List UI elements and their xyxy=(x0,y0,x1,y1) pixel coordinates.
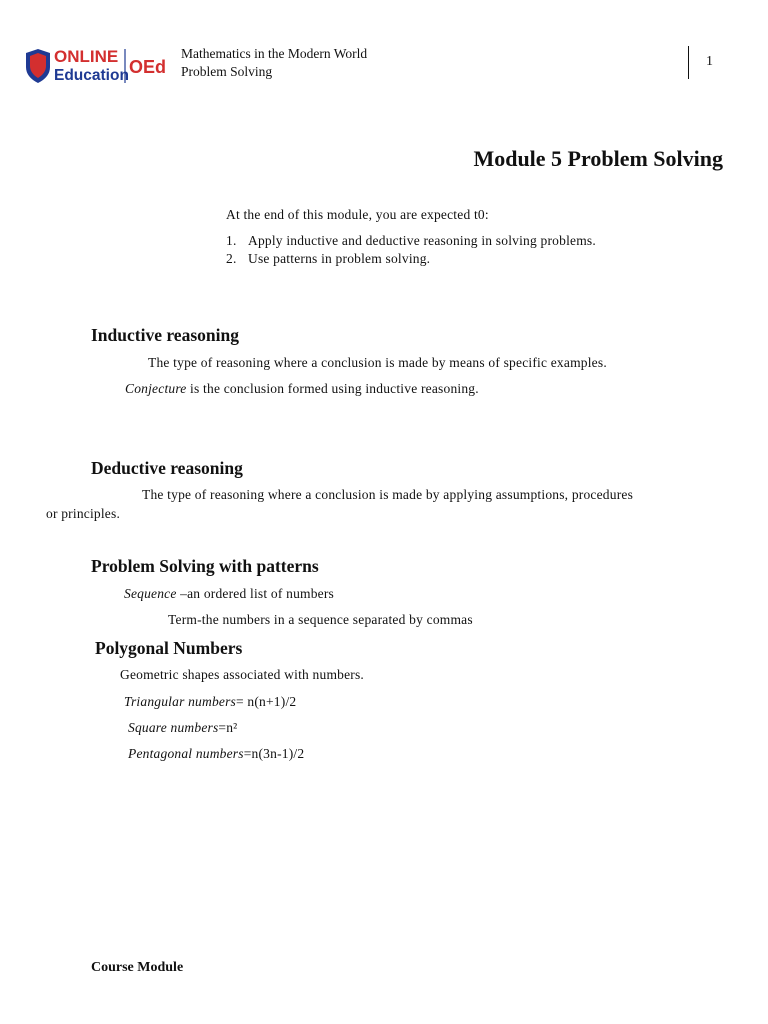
deductive-heading: Deductive reasoning xyxy=(91,458,243,478)
inductive-heading: Inductive reasoning xyxy=(91,325,239,345)
footer-label: Course Module xyxy=(91,960,184,975)
deductive-definition-line1: The type of reasoning where a conclusion is made by applying assumptions, procedures xyxy=(142,487,634,502)
sequence-line xyxy=(124,586,334,602)
pentagonal-term: Pentagonal numbers xyxy=(128,746,244,761)
list-item xyxy=(226,251,431,267)
polygonal-description: Geometric shapes associated with numbers. xyxy=(120,667,365,682)
polygonal-heading: Polygonal Numbers xyxy=(95,638,243,658)
square-term: Square numbers xyxy=(128,720,219,735)
deductive-definition-line2: or principles. xyxy=(46,506,121,521)
svg-text:ONLINE: ONLINE xyxy=(54,47,119,66)
page-title: Module 5 Problem Solving xyxy=(473,146,723,171)
svg-text:Education: Education xyxy=(54,67,129,84)
list-item xyxy=(226,233,596,249)
square-formula: =n² xyxy=(218,720,238,735)
header-divider xyxy=(688,46,689,79)
list-number: 2. xyxy=(226,251,237,266)
conjecture-line xyxy=(125,381,479,397)
svg-text:OEd: OEd xyxy=(129,57,167,77)
list-text: Use patterns in problem solving. xyxy=(248,251,431,266)
page-number: 1 xyxy=(706,54,713,69)
online-education-logo xyxy=(24,45,174,85)
term-definition: Term-the numbers in a sequence separated by commas xyxy=(168,612,473,627)
conjecture-term: Conjecture xyxy=(125,381,187,396)
pentagonal-line xyxy=(128,746,304,762)
triangular-formula: = n(n+1)/2 xyxy=(236,694,297,709)
course-topic: Problem Solving xyxy=(181,64,273,79)
list-text: Apply inductive and deductive reasoning in solving problems. xyxy=(248,233,596,248)
objectives-intro: At the end of this module, you are expected t0: xyxy=(226,207,489,222)
inductive-definition: The type of reasoning where a conclusion is made by means of specific examples. xyxy=(148,355,607,370)
sequence-term: Sequence xyxy=(124,586,177,601)
patterns-heading: Problem Solving with patterns xyxy=(91,556,319,576)
pentagonal-formula: =n(3n-1)/2 xyxy=(243,746,305,761)
conjecture-definition: is the conclusion formed using inductive reasoning. xyxy=(186,381,479,396)
triangular-line xyxy=(124,694,296,710)
square-line xyxy=(128,720,237,736)
course-name: Mathematics in the Modern World xyxy=(181,46,368,61)
list-number: 1. xyxy=(226,233,237,248)
triangular-term: Triangular numbers xyxy=(124,694,236,709)
sequence-definition: –an ordered list of numbers xyxy=(176,586,335,601)
